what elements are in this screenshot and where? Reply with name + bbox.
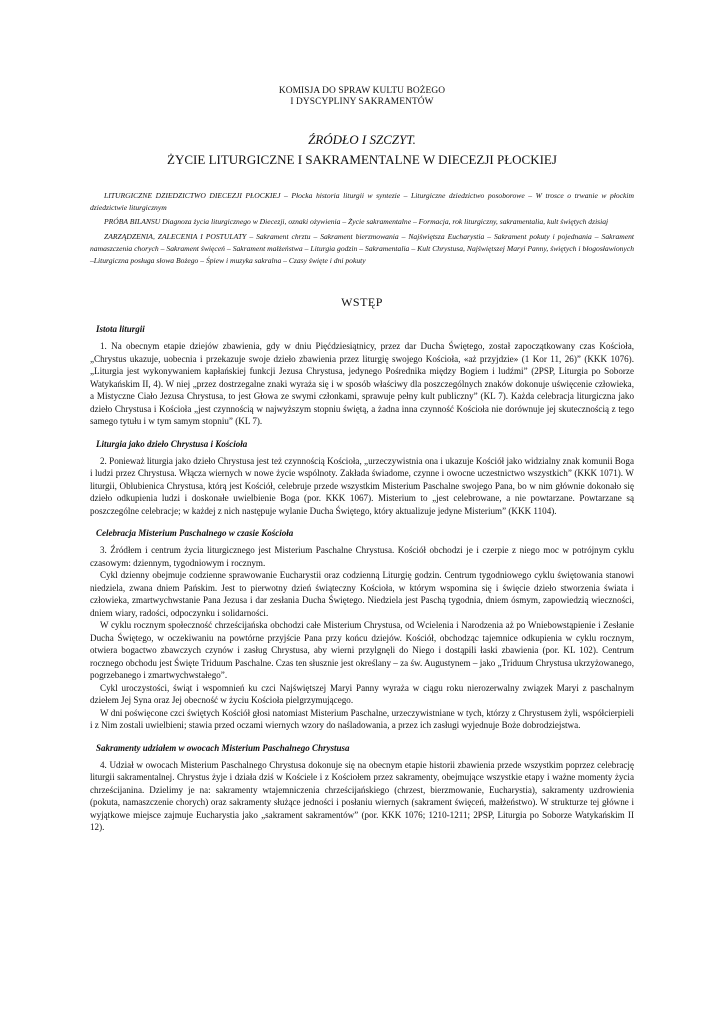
toc-entry: PRÓBA BILANSU Diagnoza życia liturgicznego w Diecezji, oznaki ożywienia – Życie sakramentalne – Formacja, rok liturgiczny, sakramentalia, kult świętych dzisiaj (104, 217, 609, 227)
paragraph: 2. Ponieważ liturgia jako dzieło Chrystusa jest też czynnością Kościoła, „urzeczywistnia ona i ukazuje Kościół jako widzialny znak komunii Boga i ludzi przez Chrystusa. Włącza wiernych w nowe życie wspólnoty. Zakłada świadome, czynne i owocne uczestnictwo wszystkich” (KKK 1071). W liturgii, Oblubienica Chrystusa, którą jest Kościół, celebruje przede wszystkim Misterium Paschalne swojego Pana, bo w nim głównie dokonało się dzieło odkupienia ludzi i doskonałe uwielbienie Boga (por. KKK 1067). Misterium to „jest celebrowane, a nie powtarzane. Powtarzane są poszczególne celebracje; w każdej z nich następuje wylanie Ducha Świętego, który aktualizuje jedyne Misterium” (KKK 1104). (90, 455, 634, 516)
table-of-contents (90, 190, 634, 267)
committee-line-1: KOMISJA DO SPRAW KULTU BOŻEGO (278, 86, 446, 96)
section-title: WSTĘP (341, 295, 383, 310)
paragraph: W dni poświęcone czci świętych Kościół głosi natomiast Misterium Paschalne, urzeczywistniane w tych, którzy z Chrystusem żyli, współcierpieli i z Nim zostali uwielbieni; stawia przed oczami wiernych wzory do naśladowania, a przez ich zasługi wyjednuje Boże dobrodziejstwa. (90, 707, 634, 731)
toc-entry: ZARZĄDZENIA, ZALECENIA I POSTULATY – Sakrament chrztu – Sakrament bierzmowania – Najświętsza Eucharystia – Sakrament pokuty i pojednania – Sakrament namaszczenia chorych – Sakrament święceń – Sakrament małżeństwa – Liturgia godzin – Sakramentalia – Kult Chrystusa, Najświętszej Maryi Panny, świętych i błogosławionych –Liturgiczna posługa słowa Bożego – Śpiew i muzyka sakralna – Czasy święte i dni pokuty (90, 231, 634, 266)
section-heading: Liturgia jako dzieło Chrystusa i Kościoła (96, 438, 248, 449)
document-page (90, 86, 634, 834)
paragraph: Cykl uroczystości, świąt i wspomnień ku czci Najświętszej Maryi Panny wyraża w ciągu roku nierozerwalny związek Maryi z paschalnym dziełem Jej Syna oraz Jej obecność w życiu Kościoła pielgrzymującego. (90, 682, 634, 706)
paragraph: 4. Udział w owocach Misterium Paschalnego Chrystusa dokonuje się na obecnym etapie historii zbawienia przede wszystkim poprzez celebrację liturgii sakramentalnej. Chrystus żyje i działa dziś w Kościele i z Kościołem przez sakramenty, obejmujące wszystkie etapy i ważne momenty życia chrześcijanina. Dzielimy je na: sakramenty wtajemniczenia chrześcijańskiego (chrzest, bierzmowanie, Eucharystia), sakramenty uzdrowienia (pokuta, namaszczenie chorych) oraz sakramenty służące jedności i posłaniu wiernych (sakrament święceń, małżeństwo). W strukturze tej główne i wyjątkowe miejsce zajmuje Eucharystia jako „sakrament sakramentów” (por. KKK 1076; 1210-1211; 2PSP, Liturgia po Soborze Watykańskim II 12). (90, 759, 634, 833)
section-heading: Istota liturgii (96, 324, 145, 335)
committee-header (90, 86, 634, 108)
paragraph: Cykl dzienny obejmuje codzienne sprawowanie Eucharystii oraz codzienną Liturgię godzin. Centrum tygodniowego cyklu świętowania stanowi niedziela, zwana dniem Pańskim. Jest to pierwotny dzień świąteczny Kościoła, w którym wspomina się i święcie dzieło stworzenia świata i człowieka, zmartwychwstanie Pana Jezusa i dar zesłania Ducha Świętego. Niedziela jest Paschą tygodnia, dniem ósmym, zapowiedzią wieczności, dniem wiary, radości, odpoczynku i solidarności. (90, 570, 634, 618)
paragraph: 1. Na obecnym etapie dziejów zbawienia, gdy w dniu Pięćdziesiątnicy, przez dar Ducha Świętego, został zapoczątkowany czas Kościoła, „Chrystus ukazuje, uobecnia i przekazuje swoje dzieło zbawienia przez liturgię swojego Kościoła, «aż przyjdzie» (1 Kor 11, 26)” (KKK 1076). „Liturgia jest wykonywaniem kapłańskiej funkcji Jezusa Chrystusa, jedynego Pośrednika między Bogiem i ludźmi” (2PSP, Liturgia po Soborze Watykańskim II, 4). W niej „przez dostrzegalne znaki wyraża się i w sposób właściwy dla poszczególnych znaków dokonuje uświęcenie człowieka, a Mistyczne Ciało Jezusa Chrystusa, to jest Głowa ze swymi członkami, sprawuje pełny kult publiczny” (KL 7). Każda celebracja liturgiczna jako dzieło Chrystusa i Kościoła „jest czynnością w najwyższym stopniu świętą, a żadna inna czynność Kościoła nie dorównuje jej skutecznością z tego samego tytułu i w tym samym stopniu” (KL 7). (90, 341, 634, 427)
committee-line-2: I DYSCYPLINY SAKRAMENTÓW (290, 97, 434, 107)
document-title: ŹRÓDŁO I SZCZYT. (308, 132, 416, 147)
document-subtitle: ŻYCIE LITURGICZNE I SAKRAMENTALNE W DIECEZJI PŁOCKIEJ (167, 152, 557, 167)
toc-entry: LITURGICZNE DZIEDZICTWO DIECEZJI PŁOCKIEJ – Płocka historia liturgii w syntezie – Liturgiczne dziedzictwo posoborowe – W trosce o trwanie w płockim dziedzictwie liturgicznym (90, 191, 634, 213)
paragraph: 3. Źródłem i centrum życia liturgicznego jest Misterium Paschalne Chrystusa. Kościół obchodzi je i czerpie z niego moc w potrójnym cyklu czasowym: dziennym, tygodniowym i rocznym. (90, 545, 634, 568)
document-body (90, 324, 634, 834)
section-heading: Celebracja Misterium Paschalnego w czasie Kościoła (96, 528, 294, 539)
paragraph: W cyklu rocznym społeczność chrześcijańska obchodzi całe Misterium Chrystusa, od Wcielenia i Narodzenia aż po Wniebowstąpienie i Zesłanie Ducha Świętego, w oczekiwaniu na powtórne przyjście Pana przy końcu dziejów. Kościół, obchodząc tajemnice odkupienia w cyklu rocznym, otwiera bogactwo zbawczych czynów i zasług Chrystusa, aby wierni przylgnęli do Niego i dostąpili łaski zbawienia (por. KL 102). Centrum rocznego obchodu jest Święte Triduum Paschalne. Czas ten słusznie jest określany – za św. Augustynem – jako „Triduum Chrystusa ukrzyżowanego, pogrzebanego i zmartwychwstałego”. (90, 620, 634, 681)
section-heading: Sakramenty udziałem w owocach Misterium Paschalnego Chrystusa (96, 742, 350, 753)
